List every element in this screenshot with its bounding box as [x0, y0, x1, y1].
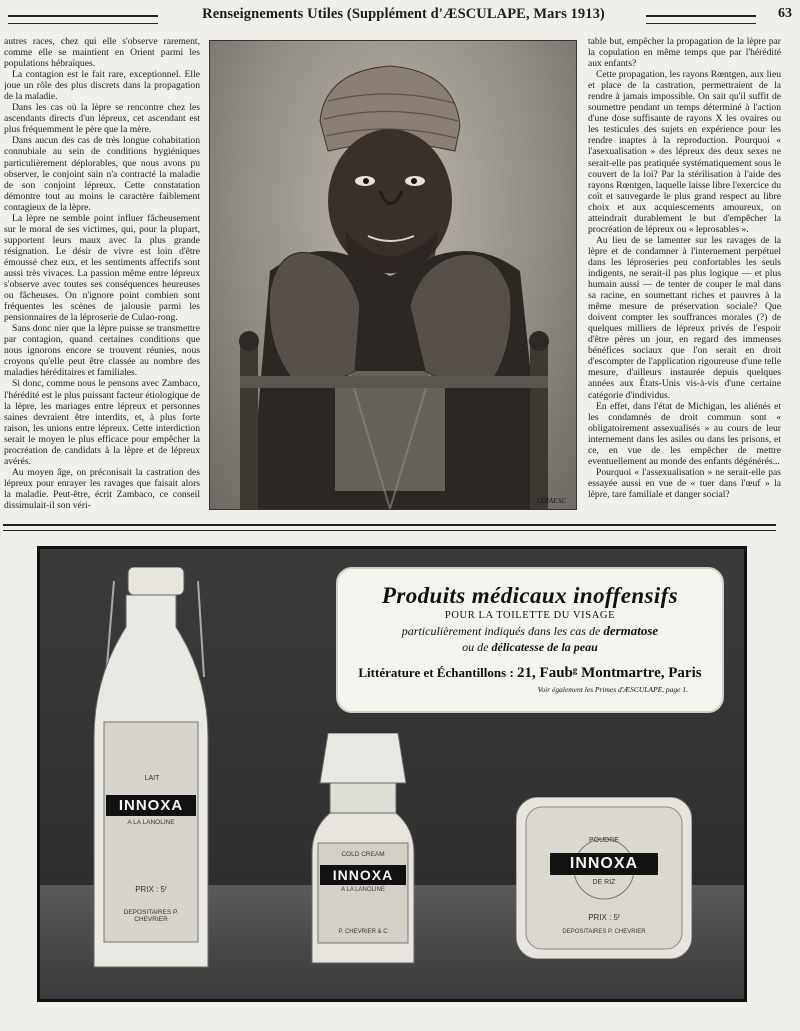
paragraph: La contagion est le fait rare, exceptionnel. Elle joue un rôle des plus discrets dans la propagation de la maladie.	[4, 69, 200, 103]
ad-indication-line	[338, 623, 722, 639]
ad-indication-emphasis: dermatose	[603, 623, 659, 638]
header-rule-right	[646, 15, 756, 24]
paragraph: Dans les cas où la lèpre se rencontre chez les ascendants directs d'un lépreux, cet ascendant est plus fréquemment le père que la mère.	[4, 102, 200, 136]
box-price: PRIX : 5ᶠ	[588, 913, 620, 922]
paragraph: En effet, dans l'état de Michigan, les aliénés et les condamnés de droit commun sont « obligatoirement assexualisés » au cours de leur internement dans les asiles ou dans les prisons, et ce, en vue de les empêcher de mettre eventuellement au monde des enfants dégénérés...	[588, 400, 781, 467]
box-brand-label: INNOXA	[550, 853, 658, 875]
innoxa-advertisement	[37, 546, 747, 1002]
jar-sub-label: A LA LANOLINE	[341, 887, 385, 893]
ad-headline: Produits médicaux inoffensifs	[381, 583, 679, 608]
paragraph: Dans aucun des cas de très longue cohabitation connubiale au sein de conditions hygiéniques particulièrement déplorables, que nous avons pu observer, le conjoint sain n'a contracté la maladie de son conjoint lépreux. Cette constatation démontre tout au moins le caractère faiblement contagieux de la lèpre.	[4, 135, 200, 213]
paragraph: Au moyen âge, on préconisait la castration des lépreux pour enrayer les ravages que faisait alors la maladie. Peut-être, écrit Zambaco, ce conseil dissimulait-il son véri-	[4, 466, 200, 509]
bottle-brand-label: INNOXA	[106, 795, 196, 816]
paragraph: autres races, chez qui elle s'observe rarement, comme elle se maintient en Orient parmi les populations hébraïques.	[4, 36, 200, 70]
jar-maker: P. CHEVRIER & C	[338, 929, 388, 935]
engraver-signature: LERAY.SC	[536, 497, 566, 505]
header-rule-left	[8, 15, 158, 24]
bottle-top-label: LAIT	[144, 775, 160, 782]
ad-text-card	[336, 567, 724, 713]
box-top-label: POUDRE	[589, 837, 619, 844]
lait-innoxa-bottle	[86, 567, 216, 977]
paragraph: Pourquoi « l'assexualisation » ne serait-elle pas essayée aussi en vue de « tuer dans l'œuf » la lèpre, tare familiale et danger social?	[588, 466, 781, 500]
paragraph: table but, empêcher la propagation de la lèpre par la copulation en même temps que par l'hérédité aux enfants?	[588, 36, 781, 70]
cold-cream-innoxa-jar	[308, 733, 418, 971]
ad-indication-prefix: particulièrement indiqués dans les cas de	[401, 624, 601, 638]
right-text-column	[588, 36, 781, 509]
bottle-maker: DEPOSITAIRES P. CHEVRIER	[123, 909, 179, 923]
section-divider	[3, 524, 776, 531]
ad-indication-line-2	[338, 640, 722, 655]
left-text-column	[4, 36, 200, 509]
paragraph: Au lieu de se lamenter sur les ravages de la lèpre et de condamner à l'internement perpétuel dans les léproseries peu confortables les seuls indigents, ne serait-il pas plus logique — et plus humain aussi — de tenter de couper le mal dans sa racine, en soumettant riches et pauvres à la même mesure de préservation sociale? Que doivent compter les souffrances morales (?) de quelques milliers de lépreux privés de l'espoir d'être pères un jour, en regard des immenses bénéfices sociaux que l'on serait en droit d'escompter de l'application rigoureuse d'une telle mesure, d'ailleurs instaurée depuis quelques années aux États-Unis vis-à-vis d'une certaine catégorie d'individus.	[588, 234, 781, 401]
paragraph: Sans donc nier que la lèpre puisse se transmettre par contagion, quand certaines conditions que nous ignorons encore se trouvent réunies, nous croyons qu'elle peut être classée au nombre des maladies héréditaires et familiales.	[4, 323, 200, 379]
portrait-photograph	[209, 40, 577, 510]
running-title: Renseignements Utiles (Supplément d'ÆSCULAPE, Mars 1913)	[202, 6, 605, 22]
ad-note: Voir également les Primes d'ÆSCULAPE, page 1.	[537, 685, 688, 694]
ad-indication2-emphasis: délicatesse de la peau	[491, 640, 598, 654]
paragraph: La lèpre ne semble point influer fâcheusement sur le moral de ses victimes, qui, pour la plupart, supportent leurs maux avec la plus grande résignation. Le désir de vivre est loin d'être émoussé chez eux, et les sentiments affectifs sont aussi très vivaces. La passion même entre lépreux s'observe avec toutes ses conséquences heureuses ou fâcheuses. On n'ignore point combien sont fréquentes les scènes de jalousie parmi les pensionnaires de la léproserie de Culao-rong.	[4, 212, 200, 324]
poudre-innoxa-box	[516, 797, 692, 959]
portrait-illustration	[210, 41, 576, 509]
jar-top-label: COLD CREAM	[341, 851, 385, 858]
bottle-sub-label: A LA LANOLINE	[127, 819, 175, 826]
ad-address-label: Littérature et Échantillons :	[358, 665, 514, 680]
jar-brand-label: INNOXA	[320, 865, 406, 885]
ad-subheadline: POUR LA TOILETTE DU VISAGE	[444, 610, 616, 621]
paragraph: Si donc, comme nous le pensons avec Zambaco, l'hérédité est le plus puissant facteur étiologique de la lèpre, les mariages entre lépreux et personnes saines devraient être interdits, et, à plus forte raison, les unions entre lépreux. Cette interdiction serait le moyen le plus efficace pour empêcher la procréation de candidats à la lèpre et de lépreux avérés.	[4, 378, 200, 467]
paragraph: Cette propagation, les rayons Rœntgen, aux lieu et place de la castration, permettraient de la rendre à jamais impossible. On sait qu'il suffit de soumettre pendant un temps déterminé à l'action d'une dose suffisante de rayons X les ovaires ou les testicules des sujets en expérience pour les rendre inaptes à la reproduction. Pourquoi « l'asexualisation » des lépreux des deux sexes ne serait-elle pas pratiquée systématiquement sous le couvert de la loi? Par la stérilisation à l'aide des rayons Rœntgen, laquelle laisse libre l'exercice du coït et sauvegarde le plus grand respect au libre choix et aux acquiescements amoureux, on atteindrait durablement le but d'empêcher la procréation de lépreux ou « leprosables ».	[588, 69, 781, 235]
bottle-price: PRIX : 5ᶠ	[135, 885, 167, 894]
page-number: 63	[778, 6, 792, 21]
box-maker: DEPOSITAIRES P. CHEVRIER	[562, 929, 646, 935]
ad-address-line	[338, 665, 722, 682]
ad-indication2-prefix: ou de	[462, 640, 489, 654]
ad-address: 21, Faubᵍ Montmartre, Paris	[517, 665, 702, 681]
page-header	[8, 6, 792, 34]
box-sub-label: DE RIZ	[592, 879, 616, 886]
